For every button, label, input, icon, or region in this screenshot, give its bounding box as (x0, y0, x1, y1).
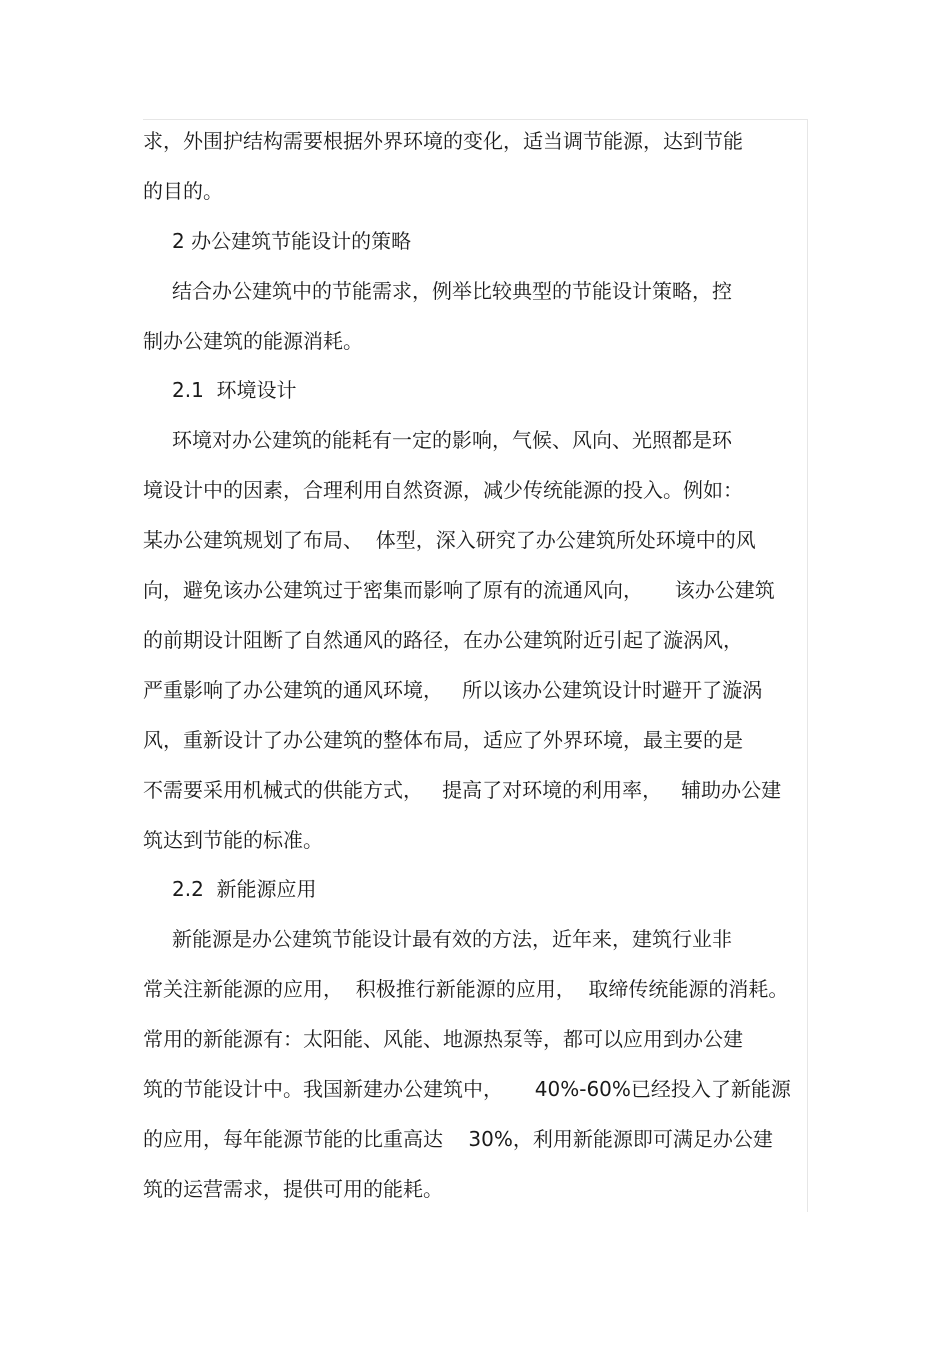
text-line: 的目的。 (143, 179, 223, 203)
text-line: 境设计中的因素，合理利用自然资源，减少传统能源的投入。例如： (143, 478, 743, 502)
text-line: 筑达到节能的标准。 (143, 828, 323, 852)
text-line: 的应用，每年能源节能的比重高达 30%，利用新能源即可满足办公建 (143, 1127, 773, 1151)
text-line: 制办公建筑的能源消耗。 (143, 329, 363, 353)
subsection-heading: 2.1 环境设计 (172, 378, 297, 402)
text-line: 严重影响了办公建筑的通风环境， 所以该办公建筑设计时避开了漩涡 (143, 678, 763, 702)
text-line: 结合办公建筑中的节能需求，例举比较典型的节能设计策略，控 (172, 279, 732, 303)
text-line: 环境对办公建筑的能耗有一定的影响，气候、风向、光照都是环 (172, 428, 732, 452)
text-line: 筑的节能设计中。我国新建办公建筑中， 40%-60%已经投入了新能源 (143, 1077, 791, 1101)
text-line: 风，重新设计了办公建筑的整体布局，适应了外界环境，最主要的是 (143, 728, 743, 752)
text-line: 新能源是办公建筑节能设计最有效的方法，近年来，建筑行业非 (172, 927, 732, 951)
text-line: 的前期设计阻断了自然通风的路径，在办公建筑附近引起了漩涡风， (143, 628, 743, 652)
text-line: 某办公建筑规划了布局、 体型，深入研究了办公建筑所处环境中的风 (143, 528, 756, 552)
text-line: 常关注新能源的应用， 积极推行新能源的应用， 取缔传统能源的消耗。 (143, 977, 789, 1001)
text-line: 常用的新能源有：太阳能、风能、地源热泵等，都可以应用到办公建 (143, 1027, 743, 1051)
subsection-heading: 2.2 新能源应用 (172, 877, 317, 901)
text-line: 求，外围护结构需要根据外界环境的变化，适当调节能源，达到节能 (143, 129, 743, 153)
text-line: 不需要采用机械式的供能方式， 提高了对环境的利用率， 辅助办公建 (143, 778, 782, 802)
text-line: 筑的运营需求，提供可用的能耗。 (143, 1177, 443, 1201)
text-line: 向，避免该办公建筑过于密集而影响了原有的流通风向， 该办公建筑 (143, 578, 775, 602)
section-heading: 2 办公建筑节能设计的策略 (172, 229, 412, 253)
